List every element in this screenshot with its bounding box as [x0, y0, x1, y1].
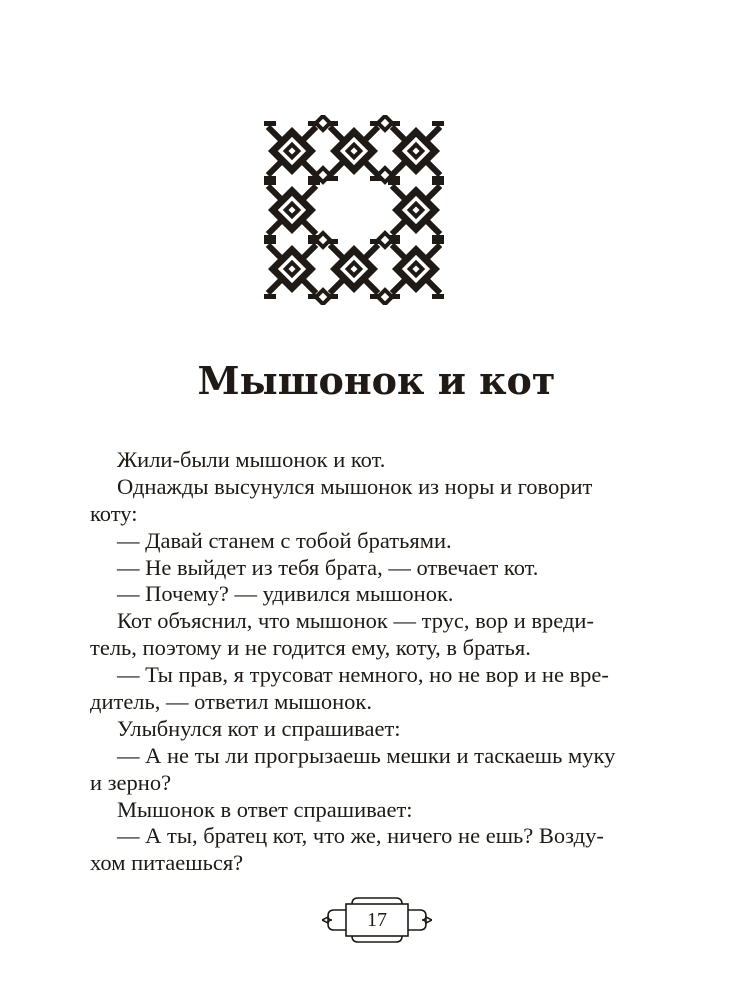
story-line: Кот объяснил, что мышонок — трус, вор и вреди- — [117, 608, 594, 634]
page-number-block — [322, 896, 432, 944]
story-text — [90, 447, 637, 877]
story-line: — Почему? — удивился мышонок. — [117, 581, 454, 607]
cross-stitch-ornament-icon — [254, 115, 454, 305]
story-line: и зерно? — [90, 769, 172, 795]
story-line: тель, поэтому и не годится ему, коту, в братья. — [90, 635, 531, 661]
story-line: дитель, — ответил мышонок. — [90, 689, 372, 715]
story-line: Мышонок в ответ спрашивает: — [117, 796, 413, 822]
story-line: Жили-были мышонок и кот. — [117, 447, 386, 472]
story-line: — А не ты ли прогрызаешь мешки и таскаешь муку — [117, 742, 616, 768]
story-line: — Ты прав, я трусоват немного, но не вор и не вре- — [117, 662, 609, 688]
story-line: Однажды высунулся мышонок из норы и говорит — [117, 473, 593, 499]
story-line: хом питаешься? — [90, 850, 244, 876]
story-line: — А ты, братец кот, что же, ничего не ешь? Возду- — [117, 823, 604, 849]
story-line: коту: — [90, 500, 138, 526]
page-number: 17 — [367, 909, 387, 931]
story-line: — Не выйдет из тебя брата, — отвечает кот. — [117, 554, 539, 580]
story-line: — Давай станем с тобой братьями. — [117, 527, 452, 553]
story-title: Мышонок и кот — [197, 358, 556, 403]
story-line: Улыбнулся кот и спрашивает: — [117, 715, 401, 741]
